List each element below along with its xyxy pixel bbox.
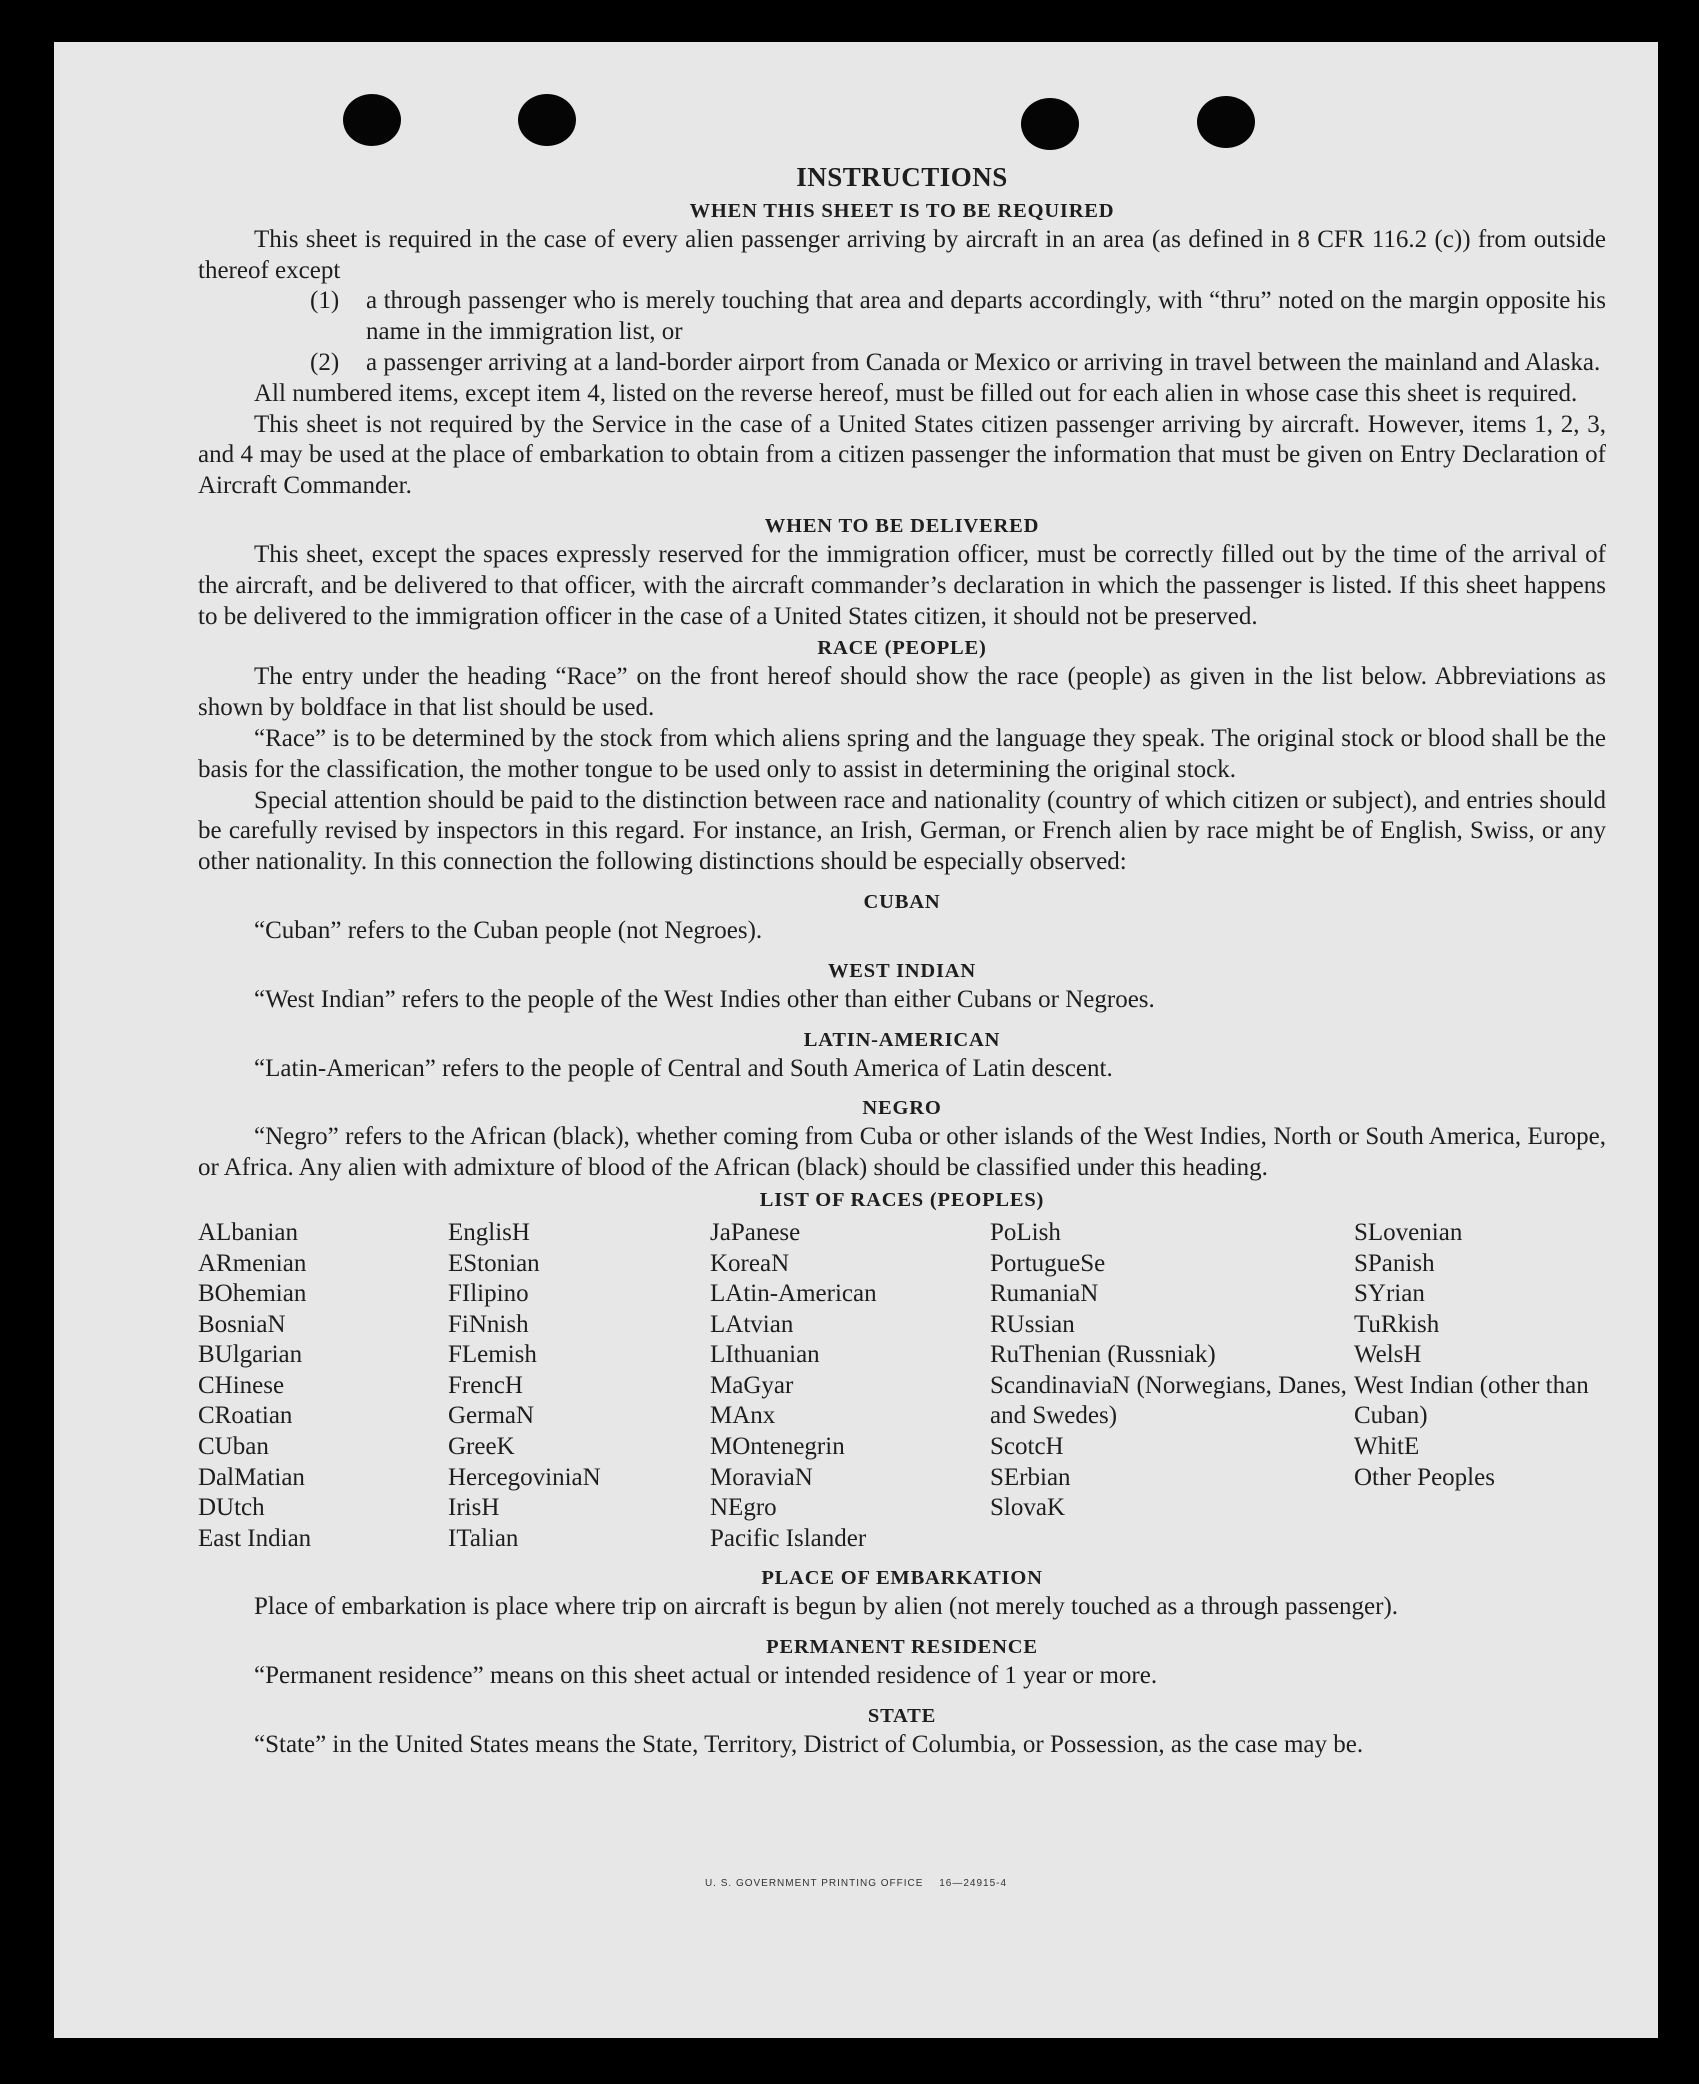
race-entry: WhitE [1354,1433,1420,1461]
page-title: INSTRUCTIONS [796,162,1008,192]
paragraph: “State” in the United States means the State, Territory, District of Columbia, or Possession, as the case may be. [254,1731,1364,1759]
section-heading: WEST INDIAN [828,959,976,982]
race-entry: ALbanian [198,1218,298,1246]
race-entry: ScotcH [990,1433,1064,1461]
item-number: (2) [310,348,340,376]
race-entry: Other Peoples [1354,1463,1495,1491]
races-column [1354,1218,1606,1555]
race-entry: GermaN [448,1402,535,1430]
race-entry: DalMatian [198,1463,305,1491]
paragraph: Special attention should be paid to the distinction between race and nationality (country of which citizen or subject), and entries should be carefully revised by inspectors in this regard. For instance, an Irish, German, or French alien by race might be of English, Swiss, or any other nationality. In this connection the following distinctions should be especially observed: [198,786,1606,876]
race-entry: DUtch [198,1494,265,1522]
punch-hole [1197,96,1255,148]
race-entry: MaGyar [710,1371,794,1399]
race-entry: ARmenian [198,1249,307,1277]
numbered-item [198,348,1606,379]
section-heading: NEGRO [862,1097,942,1120]
race-entry: CHinese [198,1371,285,1399]
race-entry: LAtin-American [710,1280,877,1308]
races-column [710,1218,990,1555]
race-entry: FrencH [448,1371,523,1399]
paragraph: This sheet is not required by the Service in the case of a United States citizen passenger arriving by aircraft. However, items 1, 2, 3, and 4 may be used at the place of embarkation to obtain from a citizen passenger the information that must be given on Entry Declaration of Aircraft Commander. [198,410,1606,500]
race-entry: SYrian [1354,1280,1425,1308]
race-entry: PoLish [990,1218,1061,1246]
race-entry: ITalian [448,1524,519,1552]
punch-hole [518,94,576,146]
race-entry: SLovenian [1354,1218,1463,1246]
race-entry: FLemish [448,1341,537,1369]
race-entry: SErbian [990,1463,1071,1491]
race-entry: GreeK [448,1433,515,1461]
race-entry: CRoatian [198,1402,293,1430]
section-heading: WHEN THIS SHEET IS TO BE REQUIRED [689,199,1115,222]
races-list [198,1218,1606,1555]
paragraph: All numbered items, except item 4, listed on the reverse hereof, must be filled out for each alien in whose case this sheet is required. [254,379,1578,407]
race-entry: MOntenegrin [710,1433,845,1461]
section-heading: STATE [867,1705,937,1728]
document-body [198,162,1606,1761]
race-entry: RumaniaN [990,1280,1099,1308]
race-entry: BosniaN [198,1310,286,1338]
section-heading: RACE (PEOPLE) [817,637,987,660]
race-entry: RUssian [990,1310,1075,1338]
race-entry: Pacific Islander [710,1524,867,1552]
paragraph: The entry under the heading “Race” on the front hereof should show the race (people) as given in the list below. Abbreviations as shown by boldface in that list should be used. [198,663,1606,722]
numbered-item [198,286,1606,348]
section-heading: PERMANENT RESIDENCE [766,1636,1038,1659]
races-column [198,1218,448,1555]
race-entry: MAnx [710,1402,776,1430]
section-heading: LATIN-AMERICAN [803,1028,1001,1051]
printer-imprint [54,1878,1658,1889]
paragraph: Place of embarkation is place where trip on aircraft is begun by alien (not merely touched as a through passenger). [254,1593,1399,1621]
race-entry: FIlipino [448,1280,529,1308]
paragraph: “Race” is to be determined by the stock from which aliens spring and the language they speak. The original stock or blood shall be the basis for the classification, the mother tongue to be used only to assist in determining the original stock. [198,724,1606,783]
races-column [990,1218,1354,1555]
item-text: a through passenger who is merely touching that area and departs accordingly, with “thru” noted on the margin opposite his name in the immigration list, or [366,287,1606,346]
race-entry: East Indian [198,1524,312,1552]
punch-hole [1021,98,1079,150]
race-entry: MoraviaN [710,1463,813,1491]
race-entry: SlovaK [990,1494,1065,1522]
race-entry: WelsH [1354,1341,1422,1369]
race-entry: IrisH [448,1494,500,1522]
item-text: a passenger arriving at a land-border airport from Canada or Mexico or arriving in travel between the mainland and Alaska. [366,348,1601,376]
race-entry: FiNnish [448,1310,529,1338]
paragraph: “Negro” refers to the African (black), whether coming from Cuba or other islands of the West Indies, North or South America, Europe, or Africa. Any alien with admixture of blood of the African (black) should be classified under this heading. [198,1123,1606,1182]
race-entry: LIthuanian [710,1341,820,1369]
paragraph: “West Indian” refers to the people of the West Indies other than either Cubans or Negroes. [254,985,1155,1013]
race-entry: EStonian [448,1249,540,1277]
document-page [54,42,1658,2038]
race-entry: CUban [198,1433,269,1461]
race-entry: ScandinaviaN (Norwegians, Danes, and Swedes) [990,1371,1347,1430]
race-entry: BUlgarian [198,1341,303,1369]
race-entry: West Indian (other than Cuban) [1354,1371,1589,1430]
race-entry: RuThenian (Russniak) [990,1341,1216,1369]
section-heading: PLACE OF EMBARKATION [761,1567,1043,1590]
race-entry: TuRkish [1354,1310,1440,1338]
paragraph: “Cuban” refers to the Cuban people (not Negroes). [254,916,763,944]
form-code: 16—24915-4 [939,1878,1008,1889]
race-entry: PortugueSe [990,1249,1106,1277]
race-entry: NEgro [710,1494,777,1522]
races-column [448,1218,710,1555]
race-entry: KoreaN [710,1249,790,1277]
paragraph: “Permanent residence” means on this sheet actual or intended residence of 1 year or more. [254,1662,1158,1690]
race-entry: LAtvian [710,1310,794,1338]
race-entry: EnglisH [448,1218,530,1246]
section-heading: WHEN TO BE DELIVERED [764,514,1040,537]
race-entry: BOhemian [198,1280,307,1308]
paragraph: This sheet, except the spaces expressly reserved for the immigration officer, must be correctly filled out by the time of the arrival of the aircraft, and be delivered to that officer, with the aircraft commander’s declaration in which the passenger is listed. If this sheet happens to be delivered to the immigration officer in the case of a United States citizen, it should not be preserved. [198,540,1606,630]
printer-name: U. S. GOVERNMENT PRINTING OFFICE [704,1878,924,1889]
item-number: (1) [310,287,340,315]
section-heading: LIST OF RACES (PEOPLES) [759,1188,1045,1211]
race-entry: HercegoviniaN [448,1463,601,1491]
race-entry: SPanish [1354,1249,1435,1277]
race-entry: JaPanese [710,1218,801,1246]
paragraph: “Latin-American” refers to the people of Central and South America of Latin descent. [254,1054,1113,1082]
paragraph: This sheet is required in the case of every alien passenger arriving by aircraft in an area (as defined in 8 CFR 116.2 (c)) from outside thereof except [198,225,1606,284]
punch-hole [343,94,401,146]
section-heading: CUBAN [863,890,941,913]
